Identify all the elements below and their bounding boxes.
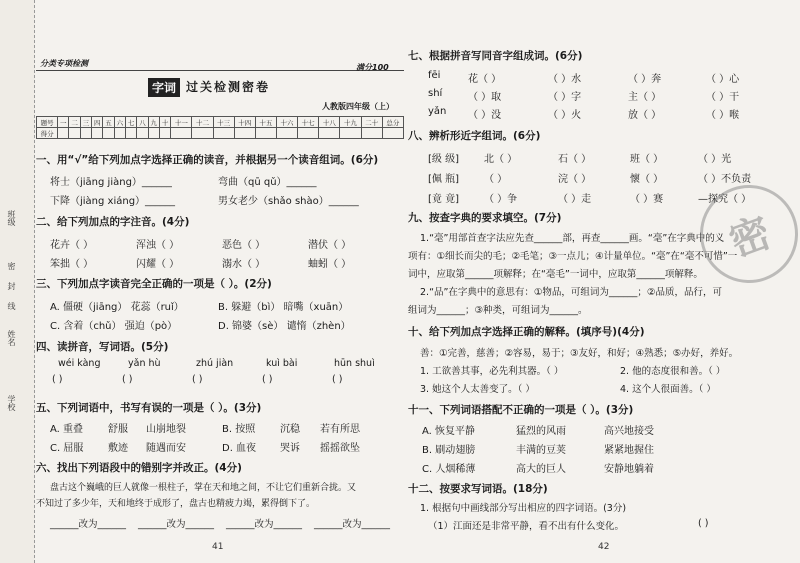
q8-item: （ ） bbox=[484, 174, 508, 185]
q7-item: （ ）喉 bbox=[706, 110, 740, 121]
q6-title: 六、找出下列语段中的错别字并改正。(4分) bbox=[36, 462, 242, 474]
score-header-cell: 题号 bbox=[37, 117, 58, 128]
score-header-cell: 十三 bbox=[213, 117, 234, 128]
q11-cell: B. 刷动翅膀 bbox=[422, 445, 476, 456]
score-entry-cell[interactable] bbox=[319, 128, 340, 139]
margin-label-class: 班级 bbox=[7, 210, 16, 226]
q10-item: 1. 工欲善其事，必先利其器。（ ） bbox=[420, 366, 564, 377]
q1-item: 下降（jiàng xiáng）______ bbox=[50, 196, 176, 207]
score-header-cell: 十一 bbox=[171, 117, 192, 128]
q8-item: （ ）走 bbox=[558, 194, 592, 205]
q5-cell: B. 按照 bbox=[222, 424, 256, 435]
q3-option: C. 含着（chǔ） 强迫（pò） bbox=[50, 321, 178, 332]
q11-cell: 高兴地接受 bbox=[604, 426, 654, 437]
q11-cell: 紧紧地握住 bbox=[604, 445, 654, 456]
score-header-cell: 六 bbox=[114, 117, 125, 128]
q3-option: D. 锦婆（sè） 谴惰（zhèn） bbox=[218, 321, 351, 332]
q3-title: 三、下列加点字读音完全正确的一项是（ ）。(2分) bbox=[36, 278, 272, 290]
q1-title: 一、用“√”给下列加点字选择正确的读音，并根据另一个读音组词。(6分) bbox=[36, 154, 379, 166]
q2-item: 浑浊（ ） bbox=[136, 240, 180, 251]
q1-item: 弯曲（qū qǔ）______ bbox=[218, 177, 317, 188]
q11-title: 十一、下列词语搭配不正确的一项是（ ）。(3分) bbox=[408, 404, 634, 416]
score-header-cell: 三 bbox=[80, 117, 91, 128]
q10-item: 3. 她这个人太善变了。（ ） bbox=[420, 384, 535, 395]
score-entry-cell[interactable] bbox=[213, 128, 234, 139]
q12-answer-blank[interactable]: ( ) bbox=[698, 518, 709, 529]
q8-pair: [级 级] bbox=[428, 154, 459, 165]
q10-title: 十、给下列加点字选择正确的解释。(填序号)(4分) bbox=[408, 326, 645, 338]
score-entry-cell[interactable] bbox=[126, 128, 137, 139]
score-header-cell: 十六 bbox=[276, 117, 297, 128]
q10-item: 2. 他的态度很和善。（ ） bbox=[620, 366, 726, 377]
q5-cell: 沉稳 bbox=[280, 424, 300, 435]
margin-label-seal-2: 封 bbox=[7, 282, 16, 290]
q6-fix-blank[interactable]: ______改为______ bbox=[50, 519, 127, 530]
q8-item: （ ）光 bbox=[698, 154, 732, 165]
full-score-tag: 满分100 bbox=[356, 63, 389, 72]
q4-answer-blank[interactable]: ( ) bbox=[52, 374, 63, 385]
q5-cell: 舒服 bbox=[108, 424, 128, 435]
q8-item: 浣（ ） bbox=[558, 174, 592, 185]
score-header-cell: 十五 bbox=[255, 117, 276, 128]
q5-cell: A. 重叠 bbox=[50, 424, 84, 435]
score-header-cell: 十 bbox=[159, 117, 170, 128]
left-page bbox=[36, 0, 404, 563]
q2-item: 花卉（ ） bbox=[50, 240, 94, 251]
margin-label-name: 姓名 bbox=[7, 330, 16, 346]
q5-cell: 若有所思 bbox=[320, 424, 360, 435]
q2-item: 闪耀（ ） bbox=[136, 259, 180, 270]
q11-cell: C. 人烟稀薄 bbox=[422, 464, 476, 475]
q1-item: 将士（jiāng jiàng）______ bbox=[50, 177, 172, 188]
q2-item: 笨拙（ ） bbox=[50, 259, 94, 270]
q7-item: （ ）火 bbox=[548, 110, 582, 121]
q12-title: 十二、按要求写词语。(18分) bbox=[408, 483, 548, 495]
q11-cell: 猛烈的风雨 bbox=[516, 426, 566, 437]
score-value-row bbox=[37, 128, 404, 139]
score-entry-cell[interactable] bbox=[137, 128, 148, 139]
q2-item: 潜伏（ ） bbox=[308, 240, 352, 251]
q6-passage-line: 盘古这个巍峨的巨人就像一根柱子，掌在天和地之间，不让它们重新合拢。又 bbox=[50, 483, 357, 493]
q10-item: 4. 这个人很面善。（ ） bbox=[620, 384, 716, 395]
score-label-cell: 得分 bbox=[37, 128, 58, 139]
q6-passage-line: 不知过了多少年，天和地终于成形了，盘古也精疲力竭，累得倒下了。 bbox=[36, 499, 316, 509]
q8-item: （ ）赛 bbox=[630, 194, 664, 205]
q4-pinyin: yǎn hù bbox=[128, 358, 161, 369]
q7-item: （ ）取 bbox=[468, 92, 502, 103]
margin-label-school: 学校 bbox=[7, 395, 16, 411]
score-entry-cell[interactable] bbox=[92, 128, 103, 139]
q11-cell: 高大的巨人 bbox=[516, 464, 566, 475]
margin-label-seal-3: 线 bbox=[7, 302, 16, 310]
q7-item: （ ）心 bbox=[706, 74, 740, 85]
score-header-cell: 十二 bbox=[192, 117, 213, 128]
score-header-cell: 五 bbox=[103, 117, 114, 128]
q5-title: 五、下列词语中，书写有误的一项是（ ）。(3分) bbox=[36, 402, 262, 414]
score-entry-cell[interactable] bbox=[80, 128, 91, 139]
q8-item: 石（ ） bbox=[558, 154, 592, 165]
q7-item: 放（ ） bbox=[628, 110, 662, 121]
score-header-cell: 八 bbox=[137, 117, 148, 128]
q11-cell: A. 恢复平静 bbox=[422, 426, 476, 437]
score-entry-cell[interactable] bbox=[114, 128, 125, 139]
q9-line: 1.“毫”用部首查字法应先查______部，再查______画。“毫”在字典中的义 bbox=[420, 233, 725, 244]
score-header-cell: 总分 bbox=[382, 117, 403, 128]
score-entry-cell[interactable] bbox=[192, 128, 213, 139]
q6-fix-blank[interactable]: ______改为______ bbox=[314, 519, 391, 530]
q5-cell: 摇摇欲坠 bbox=[320, 443, 360, 454]
score-entry-cell[interactable] bbox=[340, 128, 361, 139]
q8-item: （ ）争 bbox=[484, 194, 518, 205]
q4-answer-blank[interactable]: ( ) bbox=[262, 374, 273, 385]
q4-answer-blank[interactable]: ( ) bbox=[192, 374, 203, 385]
title-icon: 字词 bbox=[148, 78, 180, 97]
q8-item: —探究（ ） bbox=[698, 194, 752, 205]
score-entry-cell[interactable] bbox=[171, 128, 192, 139]
q5-cell: 随遇而安 bbox=[146, 443, 186, 454]
q10-definitions: 善：①完善，慈善；②容易，易于；③友好，和好；④熟悉；⑤办好，养好。 bbox=[420, 348, 739, 359]
score-entry-cell[interactable] bbox=[361, 128, 382, 139]
score-entry-cell[interactable] bbox=[234, 128, 255, 139]
score-header-cell: 十四 bbox=[234, 117, 255, 128]
q11-cell: 丰满的豆荚 bbox=[516, 445, 566, 456]
score-header-cell: 一 bbox=[58, 117, 69, 128]
q8-item: 北（ ） bbox=[484, 154, 518, 165]
q7-pinyin: fēi bbox=[428, 70, 441, 81]
q6-fix-blank[interactable]: ______改为______ bbox=[226, 519, 303, 530]
binding-margin bbox=[0, 0, 35, 563]
q8-item: （ ）不负责 bbox=[698, 174, 752, 185]
q4-pinyin: kuì bài bbox=[266, 358, 298, 369]
q7-item: （ ）没 bbox=[468, 110, 502, 121]
score-header-cell: 九 bbox=[148, 117, 159, 128]
q2-item: 恶色（ ） bbox=[222, 240, 266, 251]
score-entry-cell[interactable] bbox=[148, 128, 159, 139]
q4-pinyin: zhú jiàn bbox=[196, 358, 234, 369]
q9-title: 九、按查字典的要求填空。(7分) bbox=[408, 212, 562, 224]
q12-instruction: 1. 根据句中画线部分写出相应的四字词语。(3分) bbox=[420, 503, 627, 514]
q11-cell: 安静地躺着 bbox=[604, 464, 654, 475]
score-header-cell: 十八 bbox=[319, 117, 340, 128]
q9-line: 2.“品”在字典中的意思有：①物品，可组词为______；②品质，品行，可 bbox=[420, 287, 722, 298]
q9-line: 组词为______；③种类，可组词为______。 bbox=[408, 305, 588, 316]
q5-cell: 山崩地裂 bbox=[146, 424, 186, 435]
score-table bbox=[36, 116, 404, 139]
q8-pair: [竟 竟] bbox=[428, 194, 459, 205]
q8-title: 八、辨析形近字组词。(6分) bbox=[408, 130, 541, 142]
score-entry-cell[interactable] bbox=[69, 128, 80, 139]
page-title: 过关检测密卷 bbox=[186, 80, 271, 94]
q8-item: 懷（ ） bbox=[630, 174, 664, 185]
q3-option: B. 躲避（bì） 暗嘴（xuān） bbox=[218, 302, 349, 313]
q7-item: （ ）水 bbox=[548, 74, 582, 85]
header-rule bbox=[36, 70, 404, 71]
q2-item: 溺水（ ） bbox=[222, 259, 266, 270]
q7-item: （ ）奔 bbox=[628, 74, 662, 85]
q5-cell: 敷迹 bbox=[108, 443, 128, 454]
seal-stamp: 密 bbox=[686, 171, 800, 297]
score-entry-cell[interactable] bbox=[58, 128, 69, 139]
q8-item: 班（ ） bbox=[630, 154, 664, 165]
score-header-cell: 十七 bbox=[298, 117, 319, 128]
q9-line: 词中，应取第______项解释；在“毫毛”一词中，应取第______项解释。 bbox=[408, 269, 703, 280]
q3-option: A. 僵硬（jiāng） 花蕊（ruǐ） bbox=[50, 302, 184, 313]
q7-pinyin: shí bbox=[428, 88, 443, 99]
q8-pair: [佩 瓶] bbox=[428, 174, 459, 185]
q4-answer-blank[interactable]: ( ) bbox=[122, 374, 133, 385]
q4-pinyin: wéi kàng bbox=[58, 358, 101, 369]
score-header-cell: 十九 bbox=[340, 117, 361, 128]
score-entry-cell[interactable] bbox=[255, 128, 276, 139]
page-number-right: 42 bbox=[598, 542, 610, 552]
q5-cell: C. 屈服 bbox=[50, 443, 84, 454]
q9-line: 项有：①细长而尖的毛；②毛笔；③一点儿；④计量单位。“毫”在“毫不可惜”一 bbox=[408, 251, 738, 262]
score-entry-cell[interactable] bbox=[276, 128, 297, 139]
score-header-cell: 二 bbox=[69, 117, 80, 128]
q7-item: （ ）字 bbox=[548, 92, 582, 103]
q5-cell: 哭诉 bbox=[280, 443, 300, 454]
score-header-cell: 二十 bbox=[361, 117, 382, 128]
score-entry-cell[interactable] bbox=[103, 128, 114, 139]
category-tag: 分类专项检测 bbox=[40, 59, 88, 68]
q7-item: 主（ ） bbox=[628, 92, 662, 103]
q4-pinyin: hūn shuì bbox=[334, 358, 375, 369]
score-header-row bbox=[37, 117, 404, 128]
q12-sentence: （1）江面还是非常平静，看不出有什么变化。 bbox=[428, 521, 625, 532]
page-number-left: 41 bbox=[212, 542, 224, 552]
q5-cell: D. 血夜 bbox=[222, 443, 257, 454]
q7-item: 花（ ） bbox=[468, 74, 502, 85]
score-entry-cell[interactable] bbox=[298, 128, 319, 139]
q2-item: 蚰蚓（ ） bbox=[308, 259, 352, 270]
margin-label-seal-1: 密 bbox=[7, 262, 16, 270]
score-entry-cell[interactable] bbox=[159, 128, 170, 139]
q4-title: 四、读拼音，写词语。(5分) bbox=[36, 341, 169, 353]
q7-item: （ ）干 bbox=[706, 92, 740, 103]
q1-item: 男女老少（shǎo shào）______ bbox=[218, 196, 359, 207]
score-header-cell: 四 bbox=[92, 117, 103, 128]
q4-answer-blank[interactable]: ( ) bbox=[332, 374, 343, 385]
score-entry-cell[interactable] bbox=[382, 128, 403, 139]
q6-fix-blank[interactable]: ______改为______ bbox=[138, 519, 215, 530]
q7-pinyin: yǎn bbox=[428, 106, 447, 117]
q7-title: 七、根据拼音写同音字组成词。(6分) bbox=[408, 50, 583, 62]
score-header-cell: 七 bbox=[126, 117, 137, 128]
edition-label: 人教版四年级（上） bbox=[322, 102, 394, 111]
q2-title: 二、给下列加点的字注音。(4分) bbox=[36, 216, 190, 228]
